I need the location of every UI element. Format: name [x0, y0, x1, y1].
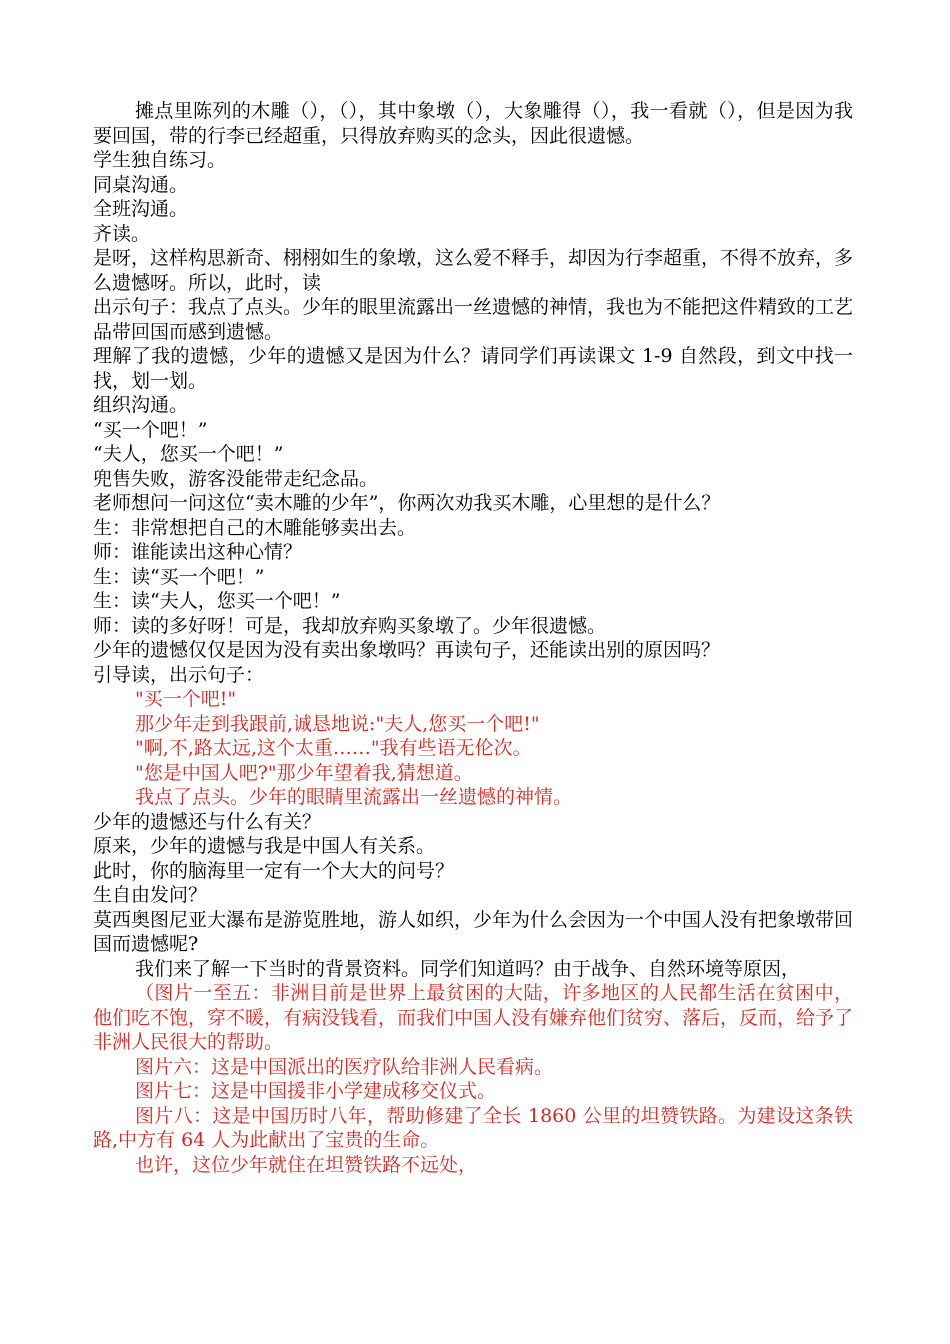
paragraph-13: 老师想问一问这位“卖木雕的少年”，你两次劝我买木雕，心里想的是什么？ [93, 492, 721, 514]
paragraph-7: 出示句子：我点了点头。少年的眼里流露出一丝遗憾的神情，我也为不能把这件精致的工艺品带回国而感到遗憾。 [93, 296, 854, 343]
background-note-1: （图片一至五：非洲目前是世界上最贫困的大陆，许多地区的人民都生活在贫困中，他们吃不饱，穿不暖，有病没钱看，而我们中国人没有嫌弃他们贫穷、落后，反而，给予了非洲人民很大的帮助。 [93, 982, 854, 1053]
quote-line-2: 那少年走到我跟前,诚恳地说:"夫人,您买一个吧!" [135, 712, 540, 735]
paragraph-5: 齐读。 [93, 222, 151, 245]
paragraph-27: 原来，少年的遗憾与我是中国人有关系。 [93, 835, 436, 857]
paragraph-15: 师：谁能读出这种心情？ [93, 541, 303, 563]
paragraph-10: “买一个吧！” [93, 418, 208, 441]
background-note-3: 图片七：这是中国援非小学建成移交仪式。 [135, 1080, 497, 1102]
paragraph-18: 师：读的多好呀！可是，我却放弃购买象墩了。少年很遗憾。 [93, 614, 607, 637]
paragraph-28: 此时，你的脑海里一定有一个大大的问号？ [93, 859, 455, 882]
paragraph-19: 少年的遗憾仅仅是因为没有卖出象墩吗？再读句子，还能读出别的原因吗？ [93, 639, 721, 661]
document-page [93, 99, 853, 1177]
paragraph-1: 摊点里陈列的木雕（），（），其中象墩（），大象雕得（），我一看就（），但是因为我要回国，带的行李已经超重，只得放弃购买的念头，因此很遗憾。 [93, 100, 853, 147]
paragraph-29: 生自由发问？ [93, 884, 208, 906]
quote-line-3: "啊,不,路太远,这个太重……"我有些语无伦次。 [135, 737, 532, 759]
paragraph-14: 生：非常想把自己的木雕能够卖出去。 [93, 516, 417, 539]
quote-line-1: "买一个吧!" [135, 688, 237, 710]
paragraph-8: 理解了我的遗憾，少年的遗憾又是因为什么？请同学们再读课文 1-9 自然段，到文中找一找，划一划。 [93, 345, 853, 392]
paragraph-4: 全班沟通。 [93, 198, 189, 220]
paragraph-9: 组织沟通。 [93, 394, 189, 416]
paragraph-11: “夫人，您买一个吧！” [93, 443, 284, 465]
background-note-4: 图片八：这是中国历时八年，帮助修建了全长 1860 公里的坦赞铁路。为建设这条铁路,中方有 64 人为此献出了宝贵的生命。 [93, 1104, 853, 1151]
paragraph-3: 同桌沟通。 [93, 173, 189, 196]
paragraph-2: 学生独自练习。 [93, 149, 227, 171]
paragraph-12: 兜售失败，游客没能带走纪念品。 [93, 467, 379, 490]
background-note-2: 图片六：这是中国派出的医疗队给非洲人民看病。 [135, 1055, 554, 1078]
paragraph-6: 是呀，这样构思新奇、栩栩如生的象墩，这么爱不释手，却因为行李超重，不得不放弃，多么遗憾呀。所以，此时，读 [93, 247, 854, 294]
paragraph-30: 莫西奥图尼亚大瀑布是游览胜地，游人如织，少年为什么会因为一个中国人没有把象墩带回国而遗憾呢? [93, 908, 854, 955]
quote-line-4: "您是中国人吧?"那少年望着我,猜想道。 [135, 761, 473, 784]
quote-line-5: 我点了点头。少年的眼睛里流露出一丝遗憾的神情。 [135, 786, 573, 808]
paragraph-16: 生：读“买一个吧！” [93, 565, 265, 588]
background-note-5: 也许，这位少年就住在坦赞铁路不远处， [135, 1153, 478, 1176]
paragraph-31: 我们来了解一下当时的背景资料。同学们知道吗？由于战争、自然环境等原因， [135, 957, 801, 980]
paragraph-26: 少年的遗憾还与什么有关？ [93, 810, 322, 833]
paragraph-20: 引导读，出示句子： [93, 663, 265, 686]
paragraph-17: 生：读“夫人，您买一个吧！” [93, 590, 341, 612]
